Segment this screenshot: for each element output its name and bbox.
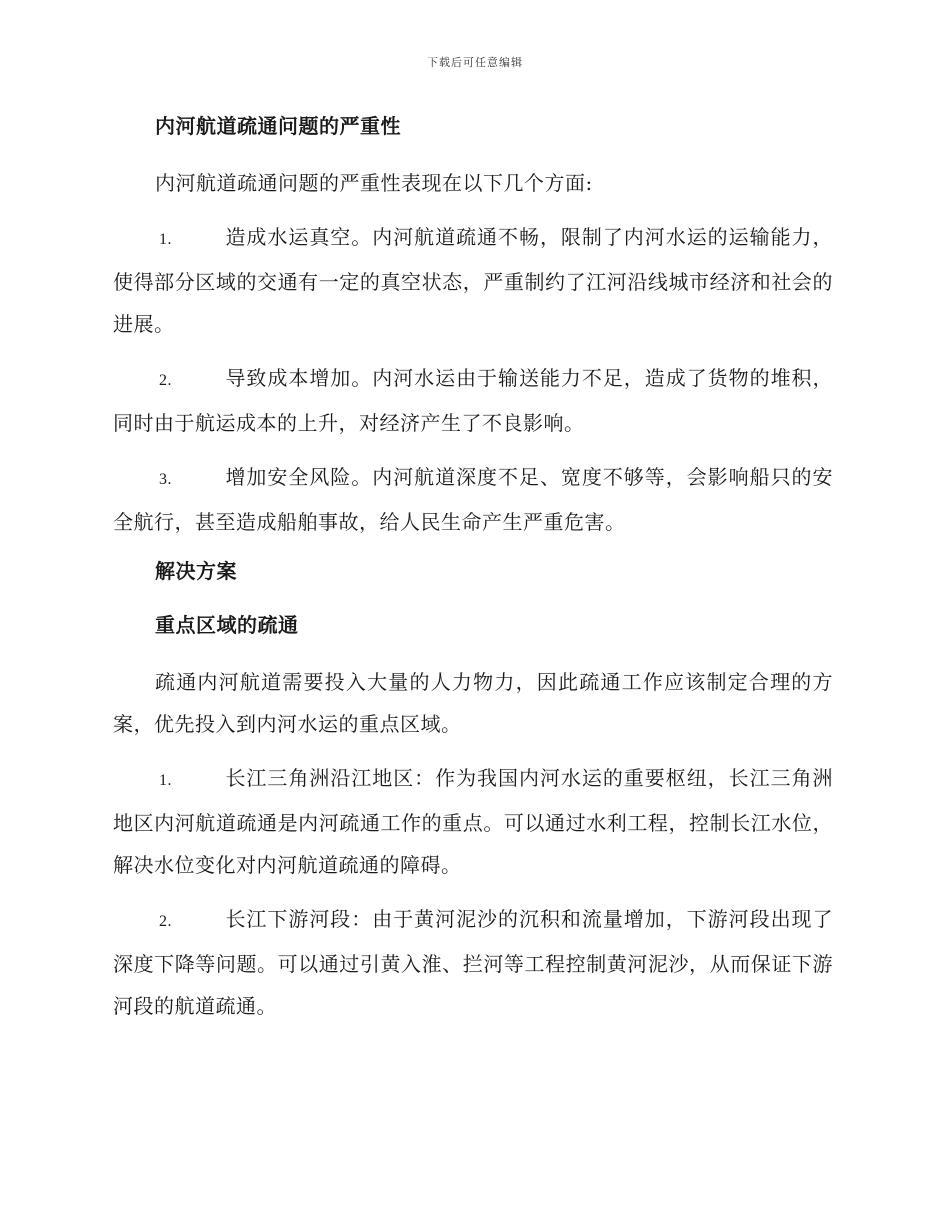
page-header: 下载后可任意编辑 [427, 56, 523, 69]
section-heading-solution: 解决方案 [155, 559, 237, 583]
list-number: 2. [159, 913, 172, 930]
list-number: 1. [159, 231, 172, 248]
list-item-text: 增加安全风险。内河航道深度不足、宽度不够等，会影响船只的安全航行，甚至造成船舶事故，给人民生命产生严重危害。 [113, 465, 833, 534]
document-body [113, 110, 833, 1039]
list-item-text: 造成水运真空。内河航道疏通不畅，限制了内河水运的运输能力，使得部分区域的交通有一定的真空状态，严重制约了江河沿线城市经济和社会的进展。 [113, 225, 833, 336]
list-number: 2. [159, 372, 172, 389]
list-item-text: 长江下游河段：由于黄河泥沙的沉积和流量增加，下游河段出现了深度下降等问题。可以通过引黄入淮、拦河等工程控制黄河泥沙，从而保证下游河段的航道疏通。 [113, 907, 833, 1018]
list-number: 3. [159, 471, 172, 488]
list-item-text: 长江三角洲沿江地区：作为我国内河水运的重要枢纽，长江三角洲地区内河航道疏通是内河疏通工作的重点。可以通过水利工程，控制长江水位，解决水位变化对内河航道疏通的障碍。 [113, 766, 833, 877]
severity-item-1 [113, 216, 833, 345]
severity-item-3 [113, 456, 833, 543]
list-number: 1. [159, 772, 172, 789]
severity-item-2 [113, 357, 833, 444]
section-heading-severity: 内河航道疏通问题的严重性 [155, 114, 401, 138]
severity-intro: 内河航道疏通问题的严重性表现在以下几个方面: [155, 171, 593, 195]
subheading-key-areas: 重点区域的疏通 [155, 613, 299, 637]
solution-intro: 疏通内河航道需要投入大量的人力物力，因此疏通工作应该制定合理的方案，优先投入到内河水运的重点区域。 [113, 670, 833, 736]
solution-item-2 [113, 898, 833, 1027]
solution-item-1 [113, 757, 833, 886]
list-item-text: 导致成本增加。内河水运由于输送能力不足，造成了货物的堆积，同时由于航运成本的上升，对经济产生了不良影响。 [113, 366, 833, 435]
